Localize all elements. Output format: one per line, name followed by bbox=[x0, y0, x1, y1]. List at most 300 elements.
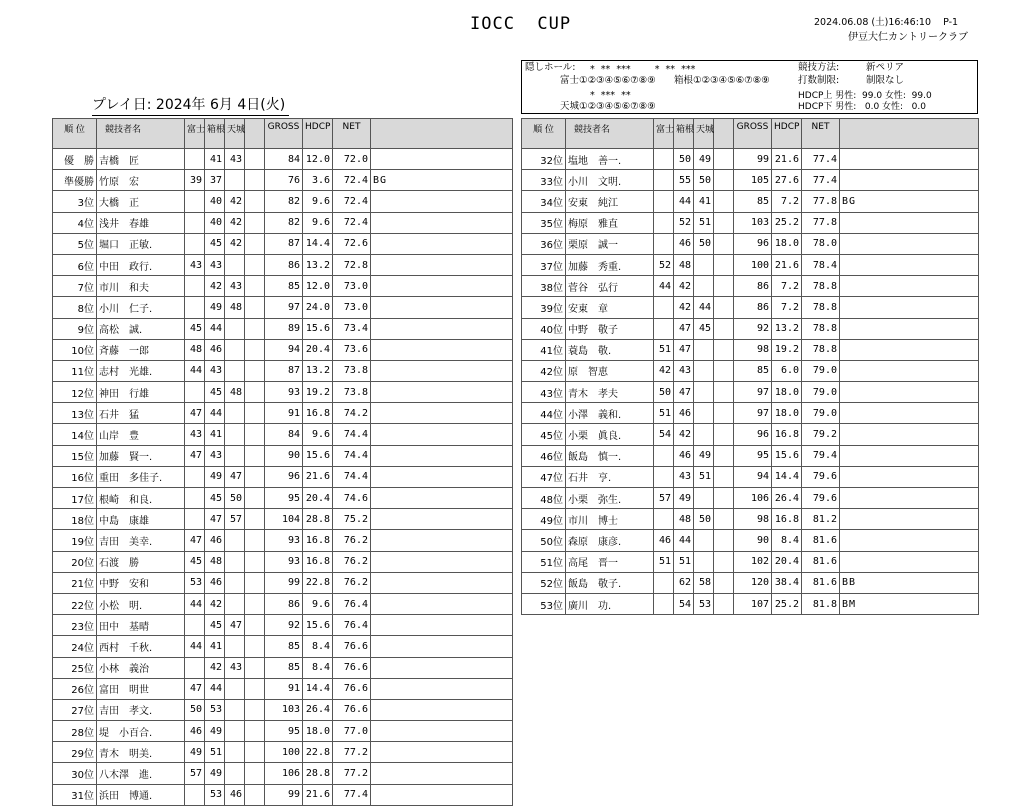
table-row bbox=[53, 615, 513, 636]
player-name-cell: 中野 安和 bbox=[97, 572, 185, 593]
spacer-cell bbox=[714, 191, 734, 212]
spacer-cell bbox=[714, 382, 734, 403]
player-name-cell: 梅原 雅直 bbox=[566, 212, 654, 233]
spacer-cell bbox=[245, 360, 265, 381]
note-cell bbox=[371, 763, 513, 784]
spacer-cell bbox=[245, 742, 265, 763]
amagi-score-cell: 42 bbox=[225, 191, 245, 212]
player-name-cell: 神田 行雄 bbox=[97, 382, 185, 403]
net-cell: 77.4 bbox=[802, 149, 840, 170]
net-cell: 72.8 bbox=[333, 254, 371, 275]
net-cell: 81.2 bbox=[802, 509, 840, 530]
gross-cell: 103 bbox=[734, 212, 772, 233]
net-cell: 77.0 bbox=[333, 721, 371, 742]
player-name-cell: 堤 小百合. bbox=[97, 721, 185, 742]
table-row bbox=[53, 424, 513, 445]
amagi-score-cell bbox=[225, 742, 245, 763]
table-row bbox=[53, 488, 513, 509]
hdcp-cell: 20.4 bbox=[772, 551, 802, 572]
rank-cell: 32位 bbox=[522, 149, 566, 170]
player-name-cell: 蓑島 敬. bbox=[566, 339, 654, 360]
note-cell bbox=[371, 233, 513, 254]
rank-cell: 38位 bbox=[522, 276, 566, 297]
table-row bbox=[522, 488, 979, 509]
spacer-cell bbox=[714, 254, 734, 275]
amagi-score-cell bbox=[225, 170, 245, 191]
amagi-score-cell: 42 bbox=[225, 233, 245, 254]
gross-cell: 93 bbox=[265, 382, 303, 403]
col-hdcp-header: HDCP bbox=[303, 119, 333, 149]
amagi-score-cell bbox=[694, 488, 714, 509]
hdcp-cell: 9.6 bbox=[303, 191, 333, 212]
rank-cell: 45位 bbox=[522, 424, 566, 445]
fuji-score-cell bbox=[654, 572, 674, 593]
net-cell: 72.0 bbox=[333, 149, 371, 170]
amagi-score-cell bbox=[694, 424, 714, 445]
table-row bbox=[53, 360, 513, 381]
rank-cell: 14位 bbox=[53, 424, 97, 445]
amagi-score-cell bbox=[694, 276, 714, 297]
note-cell bbox=[371, 742, 513, 763]
table-row bbox=[522, 382, 979, 403]
gross-cell: 95 bbox=[265, 488, 303, 509]
fuji-score-cell: 50 bbox=[185, 699, 205, 720]
player-name-cell: 小栗 弥生. bbox=[566, 488, 654, 509]
net-cell: 72.4 bbox=[333, 212, 371, 233]
net-cell: 79.4 bbox=[802, 445, 840, 466]
note-cell bbox=[840, 276, 979, 297]
fuji-score-cell: 52 bbox=[654, 254, 674, 275]
gross-cell: 98 bbox=[734, 339, 772, 360]
hakone-score-cell: 44 bbox=[674, 530, 694, 551]
table-body-left bbox=[53, 149, 513, 806]
note-cell: BG bbox=[371, 170, 513, 191]
amagi-score-cell: 50 bbox=[694, 509, 714, 530]
spacer-cell bbox=[245, 784, 265, 805]
col-hakone-header: 箱根 bbox=[674, 119, 694, 149]
spacer-cell bbox=[714, 233, 734, 254]
table-row bbox=[522, 509, 979, 530]
gross-cell: 91 bbox=[265, 403, 303, 424]
spacer-cell bbox=[714, 424, 734, 445]
hakone-score-cell: 47 bbox=[674, 339, 694, 360]
net-cell: 77.2 bbox=[333, 742, 371, 763]
hdcp-cell: 9.6 bbox=[303, 593, 333, 614]
fuji-score-cell bbox=[654, 149, 674, 170]
table-row bbox=[522, 445, 979, 466]
hakone-score-cell: 45 bbox=[205, 382, 225, 403]
amagi-score-cell bbox=[225, 551, 245, 572]
print-datetime: 2024.06.08 (土)16:46:10 P-1 bbox=[814, 17, 959, 28]
note-cell bbox=[371, 191, 513, 212]
rank-cell: 19位 bbox=[53, 530, 97, 551]
net-cell: 76.6 bbox=[333, 657, 371, 678]
spacer-cell bbox=[245, 615, 265, 636]
table-row bbox=[522, 233, 979, 254]
player-name-cell: 市川 和夫 bbox=[97, 276, 185, 297]
hdcp-cell: 20.4 bbox=[303, 488, 333, 509]
hdcp-cell: 15.6 bbox=[303, 615, 333, 636]
player-name-cell: 富田 明世 bbox=[97, 678, 185, 699]
hdcp-cell: 8.4 bbox=[303, 657, 333, 678]
note-cell bbox=[371, 678, 513, 699]
net-cell: 78.4 bbox=[802, 254, 840, 275]
hdcp-cell: 9.6 bbox=[303, 212, 333, 233]
player-name-cell: 小澤 義和. bbox=[566, 403, 654, 424]
table-row bbox=[522, 170, 979, 191]
spacer-cell bbox=[714, 297, 734, 318]
hakone-score-cell: 44 bbox=[674, 191, 694, 212]
gross-cell: 120 bbox=[734, 572, 772, 593]
rank-cell: 37位 bbox=[522, 254, 566, 275]
spacer-cell bbox=[245, 530, 265, 551]
amagi-score-cell: 42 bbox=[225, 212, 245, 233]
note-cell bbox=[371, 593, 513, 614]
amagi-score-cell: 46 bbox=[225, 784, 245, 805]
results-table-left bbox=[52, 118, 513, 806]
table-body-right bbox=[522, 149, 979, 615]
hakone-score-cell: 46 bbox=[205, 339, 225, 360]
table-row bbox=[53, 297, 513, 318]
table-row bbox=[53, 318, 513, 339]
rank-cell: 8位 bbox=[53, 297, 97, 318]
spacer-cell bbox=[714, 551, 734, 572]
rank-cell: 51位 bbox=[522, 551, 566, 572]
hakone-score-cell: 43 bbox=[205, 445, 225, 466]
table-row bbox=[53, 339, 513, 360]
hdcp-cell: 19.2 bbox=[303, 382, 333, 403]
fuji-score-cell: 42 bbox=[654, 360, 674, 381]
col-gross-header: GROSS bbox=[265, 119, 303, 149]
rank-cell: 24位 bbox=[53, 636, 97, 657]
note-cell bbox=[840, 488, 979, 509]
table-row bbox=[53, 254, 513, 275]
fuji-score-cell: 47 bbox=[185, 678, 205, 699]
hakone-score-cell: 46 bbox=[674, 403, 694, 424]
hakone-score-cell: 48 bbox=[205, 551, 225, 572]
spacer-cell bbox=[245, 191, 265, 212]
fuji-holes: 富士①②③④⑤⑥⑦⑧⑨ bbox=[560, 75, 656, 86]
player-name-cell: 中島 康雄 bbox=[97, 509, 185, 530]
fuji-score-cell: 44 bbox=[185, 636, 205, 657]
gross-cell: 103 bbox=[265, 699, 303, 720]
table-row bbox=[522, 466, 979, 487]
player-name-cell: 安東 純江 bbox=[566, 191, 654, 212]
hdcp-cell: 13.2 bbox=[772, 318, 802, 339]
hdcp-cell: 26.4 bbox=[303, 699, 333, 720]
hdcp-cell: 6.0 bbox=[772, 360, 802, 381]
hdcp-cell: 14.4 bbox=[303, 233, 333, 254]
table-row bbox=[53, 170, 513, 191]
col-note-header bbox=[840, 119, 979, 149]
table-row bbox=[522, 572, 979, 593]
amagi-score-cell: 48 bbox=[225, 297, 245, 318]
net-cell: 72.4 bbox=[333, 191, 371, 212]
rank-cell: 44位 bbox=[522, 403, 566, 424]
hakone-score-cell: 46 bbox=[674, 233, 694, 254]
hdcp-cell: 13.2 bbox=[303, 360, 333, 381]
net-cell: 73.0 bbox=[333, 297, 371, 318]
gross-cell: 106 bbox=[265, 763, 303, 784]
hidden-holes-panel bbox=[521, 60, 978, 114]
gross-cell: 97 bbox=[734, 403, 772, 424]
amagi-score-cell bbox=[225, 360, 245, 381]
fuji-score-cell: 49 bbox=[185, 742, 205, 763]
hakone-score-cell: 55 bbox=[674, 170, 694, 191]
hakone-score-cell: 49 bbox=[674, 488, 694, 509]
fuji-score-cell: 57 bbox=[185, 763, 205, 784]
net-cell: 81.6 bbox=[802, 572, 840, 593]
fuji-score-cell bbox=[185, 488, 205, 509]
hdcp-cell: 24.0 bbox=[303, 297, 333, 318]
amagi-score-cell: 47 bbox=[225, 615, 245, 636]
spacer-cell bbox=[245, 382, 265, 403]
spacer-cell bbox=[245, 424, 265, 445]
hakone-score-cell: 47 bbox=[674, 318, 694, 339]
player-name-cell: 加藤 賢一. bbox=[97, 445, 185, 466]
player-name-cell: 塩地 善一. bbox=[566, 149, 654, 170]
spacer-cell bbox=[245, 551, 265, 572]
hakone-score-cell: 45 bbox=[205, 615, 225, 636]
note-cell bbox=[371, 403, 513, 424]
hakone-score-cell: 41 bbox=[205, 636, 225, 657]
fuji-score-cell: 47 bbox=[185, 530, 205, 551]
player-name-cell: 飯島 慎一. bbox=[566, 445, 654, 466]
player-name-cell: 八木澤 進. bbox=[97, 763, 185, 784]
gross-cell: 85 bbox=[734, 191, 772, 212]
hakone-score-cell: 43 bbox=[205, 360, 225, 381]
gross-cell: 86 bbox=[734, 276, 772, 297]
hakone-score-cell: 44 bbox=[205, 403, 225, 424]
hdcp-cell: 21.6 bbox=[303, 466, 333, 487]
hakone-score-cell: 49 bbox=[205, 721, 225, 742]
player-name-cell: 小松 明. bbox=[97, 593, 185, 614]
table-row bbox=[522, 530, 979, 551]
rank-cell: 20位 bbox=[53, 551, 97, 572]
gross-cell: 99 bbox=[734, 149, 772, 170]
fuji-score-cell: 46 bbox=[654, 530, 674, 551]
hdcp-cell: 14.4 bbox=[303, 678, 333, 699]
rank-cell: 準優勝 bbox=[53, 170, 97, 191]
amagi-score-cell bbox=[694, 530, 714, 551]
player-name-cell: 重田 多佳子. bbox=[97, 466, 185, 487]
rank-cell: 39位 bbox=[522, 297, 566, 318]
hdcp-cell: 20.4 bbox=[303, 339, 333, 360]
amagi-score-cell bbox=[225, 530, 245, 551]
col-spacer-header bbox=[245, 119, 265, 149]
spacer-cell bbox=[245, 488, 265, 509]
table-row bbox=[53, 212, 513, 233]
gross-cell: 84 bbox=[265, 149, 303, 170]
net-cell: 74.4 bbox=[333, 445, 371, 466]
rank-cell: 53位 bbox=[522, 593, 566, 614]
hdcp-cell: 26.4 bbox=[772, 488, 802, 509]
rank-cell: 15位 bbox=[53, 445, 97, 466]
hakone-score-cell: 42 bbox=[674, 297, 694, 318]
player-name-cell: 西村 千秋. bbox=[97, 636, 185, 657]
fuji-score-cell bbox=[654, 445, 674, 466]
net-cell: 76.4 bbox=[333, 593, 371, 614]
rank-cell: 42位 bbox=[522, 360, 566, 381]
gross-cell: 87 bbox=[265, 233, 303, 254]
table-row bbox=[522, 254, 979, 275]
spacer-cell bbox=[714, 360, 734, 381]
note-cell bbox=[371, 466, 513, 487]
spacer-cell bbox=[245, 170, 265, 191]
player-name-cell: 青木 孝夫 bbox=[566, 382, 654, 403]
limit-label: 打数制限: bbox=[798, 75, 840, 86]
table-row bbox=[522, 318, 979, 339]
note-cell bbox=[840, 149, 979, 170]
gross-cell: 91 bbox=[265, 678, 303, 699]
hakone-score-cell: 51 bbox=[674, 551, 694, 572]
net-cell: 74.4 bbox=[333, 424, 371, 445]
hdcp-cell: 38.4 bbox=[772, 572, 802, 593]
net-cell: 76.2 bbox=[333, 572, 371, 593]
gross-cell: 96 bbox=[734, 424, 772, 445]
player-name-cell: 石井 亨. bbox=[566, 466, 654, 487]
note-cell bbox=[371, 297, 513, 318]
table-row bbox=[53, 403, 513, 424]
rank-cell: 23位 bbox=[53, 615, 97, 636]
rank-cell: 7位 bbox=[53, 276, 97, 297]
col-gross-header: GROSS bbox=[734, 119, 772, 149]
col-note-header bbox=[371, 119, 513, 149]
net-cell: 78.8 bbox=[802, 276, 840, 297]
hakone-score-cell: 54 bbox=[674, 593, 694, 614]
note-cell bbox=[371, 721, 513, 742]
player-name-cell: 高尾 晋一 bbox=[566, 551, 654, 572]
spacer-cell bbox=[714, 339, 734, 360]
fuji-score-cell bbox=[185, 149, 205, 170]
gross-cell: 107 bbox=[734, 593, 772, 614]
rank-cell: 36位 bbox=[522, 233, 566, 254]
hakone-score-cell: 42 bbox=[205, 657, 225, 678]
table-row bbox=[522, 360, 979, 381]
player-name-cell: 田中 基晴 bbox=[97, 615, 185, 636]
net-cell: 78.8 bbox=[802, 339, 840, 360]
spacer-cell bbox=[714, 530, 734, 551]
amagi-score-cell bbox=[694, 254, 714, 275]
fuji-score-cell bbox=[185, 382, 205, 403]
rank-cell: 12位 bbox=[53, 382, 97, 403]
player-name-cell: 中野 敬子 bbox=[566, 318, 654, 339]
note-cell bbox=[840, 445, 979, 466]
table-row bbox=[53, 593, 513, 614]
amagi-score-cell bbox=[225, 636, 245, 657]
hdcp-lower: HDCP下 男性: 0.0 女性: 0.0 bbox=[798, 102, 926, 112]
table-row bbox=[53, 382, 513, 403]
spacer-cell bbox=[245, 339, 265, 360]
net-cell: 73.4 bbox=[333, 318, 371, 339]
gross-cell: 97 bbox=[734, 382, 772, 403]
spacer-cell bbox=[714, 509, 734, 530]
page-title: IOCC CUP bbox=[470, 14, 572, 34]
amagi-score-cell bbox=[694, 382, 714, 403]
player-name-cell: 加藤 秀重. bbox=[566, 254, 654, 275]
note-cell bbox=[840, 254, 979, 275]
col-rank-header: 順 位 bbox=[522, 119, 566, 149]
rank-cell: 13位 bbox=[53, 403, 97, 424]
hakone-score-cell: 43 bbox=[674, 466, 694, 487]
gross-cell: 95 bbox=[265, 721, 303, 742]
note-cell bbox=[371, 784, 513, 805]
net-cell: 73.8 bbox=[333, 382, 371, 403]
note-cell bbox=[371, 657, 513, 678]
fuji-score-cell bbox=[654, 191, 674, 212]
fuji-score-cell bbox=[654, 297, 674, 318]
rank-cell: 27位 bbox=[53, 699, 97, 720]
hdcp-cell: 3.6 bbox=[303, 170, 333, 191]
hakone-score-cell: 53 bbox=[205, 784, 225, 805]
player-name-cell: 青木 明美. bbox=[97, 742, 185, 763]
spacer-cell bbox=[714, 212, 734, 233]
note-cell bbox=[371, 572, 513, 593]
hidden-marks-top: * ** *** * ** *** bbox=[590, 64, 696, 75]
amagi-score-cell: 51 bbox=[694, 212, 714, 233]
hdcp-cell: 16.8 bbox=[303, 551, 333, 572]
spacer-cell bbox=[245, 763, 265, 784]
hidden-holes-label: 隠しホール: bbox=[525, 62, 576, 73]
spacer-cell bbox=[245, 636, 265, 657]
fuji-score-cell: 43 bbox=[185, 254, 205, 275]
table-row bbox=[522, 593, 979, 614]
amagi-score-cell bbox=[225, 678, 245, 699]
table-row bbox=[53, 233, 513, 254]
page-number: P-1 bbox=[943, 17, 959, 28]
fuji-score-cell bbox=[185, 615, 205, 636]
net-cell: 73.0 bbox=[333, 276, 371, 297]
table-row bbox=[53, 551, 513, 572]
rank-cell: 11位 bbox=[53, 360, 97, 381]
table-row bbox=[53, 445, 513, 466]
amagi-score-cell: 49 bbox=[694, 445, 714, 466]
gross-cell: 82 bbox=[265, 191, 303, 212]
hdcp-cell: 9.6 bbox=[303, 424, 333, 445]
player-name-cell: 吉田 美幸. bbox=[97, 530, 185, 551]
spacer-cell bbox=[245, 318, 265, 339]
rank-cell: 52位 bbox=[522, 572, 566, 593]
table-row bbox=[53, 276, 513, 297]
table-row bbox=[53, 466, 513, 487]
note-cell: BM bbox=[840, 593, 979, 614]
table-row bbox=[53, 721, 513, 742]
hakone-holes: 箱根①②③④⑤⑥⑦⑧⑨ bbox=[674, 75, 770, 86]
amagi-score-cell: 45 bbox=[694, 318, 714, 339]
hakone-score-cell: 46 bbox=[205, 530, 225, 551]
hakone-score-cell: 42 bbox=[205, 593, 225, 614]
spacer-cell bbox=[245, 466, 265, 487]
hdcp-cell: 7.2 bbox=[772, 191, 802, 212]
player-name-cell: 中田 政行. bbox=[97, 254, 185, 275]
amagi-score-cell: 41 bbox=[694, 191, 714, 212]
note-cell bbox=[840, 170, 979, 191]
hakone-score-cell: 47 bbox=[205, 509, 225, 530]
player-name-cell: 吉橋 匠 bbox=[97, 149, 185, 170]
rank-cell: 4位 bbox=[53, 212, 97, 233]
header-row bbox=[522, 119, 979, 149]
note-cell bbox=[840, 360, 979, 381]
note-cell bbox=[371, 615, 513, 636]
net-cell: 81.6 bbox=[802, 530, 840, 551]
note-cell bbox=[840, 318, 979, 339]
net-cell: 77.8 bbox=[802, 191, 840, 212]
rank-cell: 29位 bbox=[53, 742, 97, 763]
spacer-cell bbox=[714, 572, 734, 593]
rank-cell: 46位 bbox=[522, 445, 566, 466]
player-name-cell: 吉田 孝文. bbox=[97, 699, 185, 720]
table-row bbox=[522, 212, 979, 233]
